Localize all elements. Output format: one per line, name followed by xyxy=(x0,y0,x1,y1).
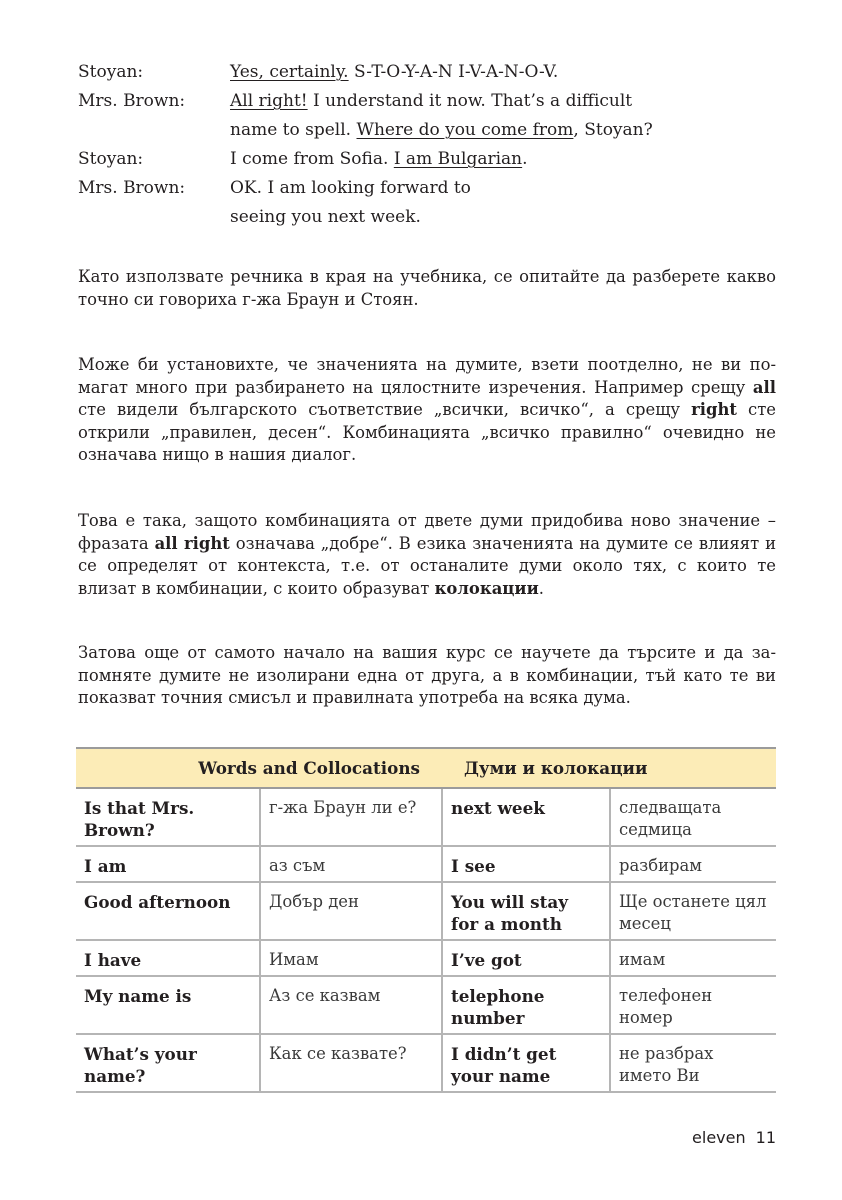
text-run: I come from Sofia. xyxy=(230,149,394,169)
text-run: S-T-O-Y-A-N I-V-A-N-O-V. xyxy=(348,62,559,82)
bulgarian-translation: имам xyxy=(610,940,776,976)
bulgarian-translation: аз съм xyxy=(260,846,442,882)
bulgarian-translation: Добър ден xyxy=(260,882,442,940)
dialogue-line xyxy=(78,145,778,174)
text-run: , Stoyan? xyxy=(573,120,653,140)
text-run: . xyxy=(522,149,528,169)
bulgarian-translation: следващата седмица xyxy=(610,788,776,846)
table-row xyxy=(76,1034,776,1092)
bulgarian-translation: телефонен номер xyxy=(610,976,776,1034)
paragraph xyxy=(78,354,776,467)
bulgarian-translation: не разбрах името Ви xyxy=(610,1034,776,1092)
english-term: What’s your name? xyxy=(76,1034,260,1092)
dialogue-text xyxy=(230,174,778,203)
page-number-word: eleven xyxy=(692,1128,746,1147)
page-footer xyxy=(692,1128,776,1147)
dialogue-line xyxy=(78,58,778,87)
dialogue-text xyxy=(230,87,778,116)
speaker-name: Mrs. Brown: xyxy=(78,91,186,111)
speaker-name: Mrs. Brown: xyxy=(78,178,186,198)
text-run: . xyxy=(538,578,544,598)
underlined-phrase: Yes, certainly. xyxy=(230,62,349,82)
bulgarian-translation: Аз се казвам xyxy=(260,976,442,1034)
underlined-phrase: I am Bulgarian xyxy=(393,149,523,169)
bold-term: right xyxy=(691,400,737,420)
text-run: означава „добре“. В езика значенията на думите се влияят и се определят от контекста, т.е. от останалите думи около тях, с които те влизат в комбинации, с които образуват xyxy=(78,533,776,598)
table-row xyxy=(76,976,776,1034)
table-row xyxy=(76,788,776,846)
table-row xyxy=(76,882,776,940)
dialogue xyxy=(78,58,778,232)
english-term: telephone number xyxy=(442,976,610,1034)
table-row xyxy=(76,846,776,882)
english-term: Is that Mrs. Brown? xyxy=(76,788,260,846)
dialogue-line xyxy=(78,87,778,116)
bold-term: all xyxy=(752,377,776,397)
bold-term: all right xyxy=(154,533,230,553)
english-term: Good afternoon xyxy=(76,882,260,940)
bulgarian-translation: Как се казвате? xyxy=(260,1034,442,1092)
collocations-table xyxy=(76,747,776,1093)
dialogue-line xyxy=(78,116,778,145)
dialogue-line xyxy=(78,174,778,203)
speaker-name xyxy=(78,116,230,145)
dialogue-text xyxy=(230,58,778,87)
bulgarian-translation: Ще останете цял месец xyxy=(610,882,776,940)
text-run: Може би установихте, че значенията на думите, взети поотделно, не ви помагат много при разбирането на цялостните изречения. Например срещу xyxy=(78,355,776,397)
text-run: OK. I am looking forward to xyxy=(230,178,471,198)
underlined-phrase: Where do you come from xyxy=(356,120,574,140)
text-run: I understand it now. That’s a difficult xyxy=(307,91,633,111)
bulgarian-translation: разбирам xyxy=(610,846,776,882)
english-term: I have xyxy=(76,940,260,976)
speaker-name: Stoyan: xyxy=(78,149,144,169)
english-term: You will stay for a month xyxy=(442,882,610,940)
dialogue-text xyxy=(230,203,778,232)
text-run: Това е така, защото комбинацията от двете думи придобива ново значение – фразата xyxy=(78,511,776,553)
table-header xyxy=(76,748,776,788)
underlined-phrase: All right! xyxy=(230,91,308,111)
bulgarian-translation: г-жа Браун ли е? xyxy=(260,788,442,846)
paragraph xyxy=(78,642,776,710)
english-term: next week xyxy=(442,788,610,846)
table-header-bg: Думи и колокации xyxy=(442,748,776,788)
text-run: Затова още от самото начало на вашия курс се научете да търсите и да запомняте думите не изолирани една от друга, а в комбинации, тъй като те ви показват точния смисъл и правилната употреба на всяка дума. xyxy=(78,643,776,708)
english-term: I’ve got xyxy=(442,940,610,976)
text-run: сте открили „правилен, десен“. Комбинацията „всичко правилно“ очевидно не означава нищо в нашия диалог. xyxy=(78,400,776,465)
english-term: My name is xyxy=(76,976,260,1034)
paragraph xyxy=(78,510,776,600)
text-run: seeing you next week. xyxy=(230,207,421,227)
table-header-en: Words and Collocations xyxy=(76,748,442,788)
speaker-name xyxy=(78,203,230,232)
dialogue-text xyxy=(230,116,778,145)
dialogue-line xyxy=(78,203,778,232)
text-run: сте видели българското съответствие „всички, всичко“, а срещу xyxy=(78,400,692,420)
page-number: 11 xyxy=(755,1128,776,1147)
text-run: Като използвате речника в края на учебника, се опитайте да разберете какво точно си говориха г-жа Браун и Стоян. xyxy=(78,267,776,309)
bold-term: колокации xyxy=(434,578,539,598)
text-run: name to spell. xyxy=(230,120,357,140)
english-term: I didn’t get your name xyxy=(442,1034,610,1092)
paragraph xyxy=(78,266,776,311)
speaker-name: Stoyan: xyxy=(78,62,144,82)
english-term: I am xyxy=(76,846,260,882)
dialogue-text xyxy=(230,145,778,174)
bulgarian-translation: Имам xyxy=(260,940,442,976)
english-term: I see xyxy=(442,846,610,882)
table-row xyxy=(76,940,776,976)
